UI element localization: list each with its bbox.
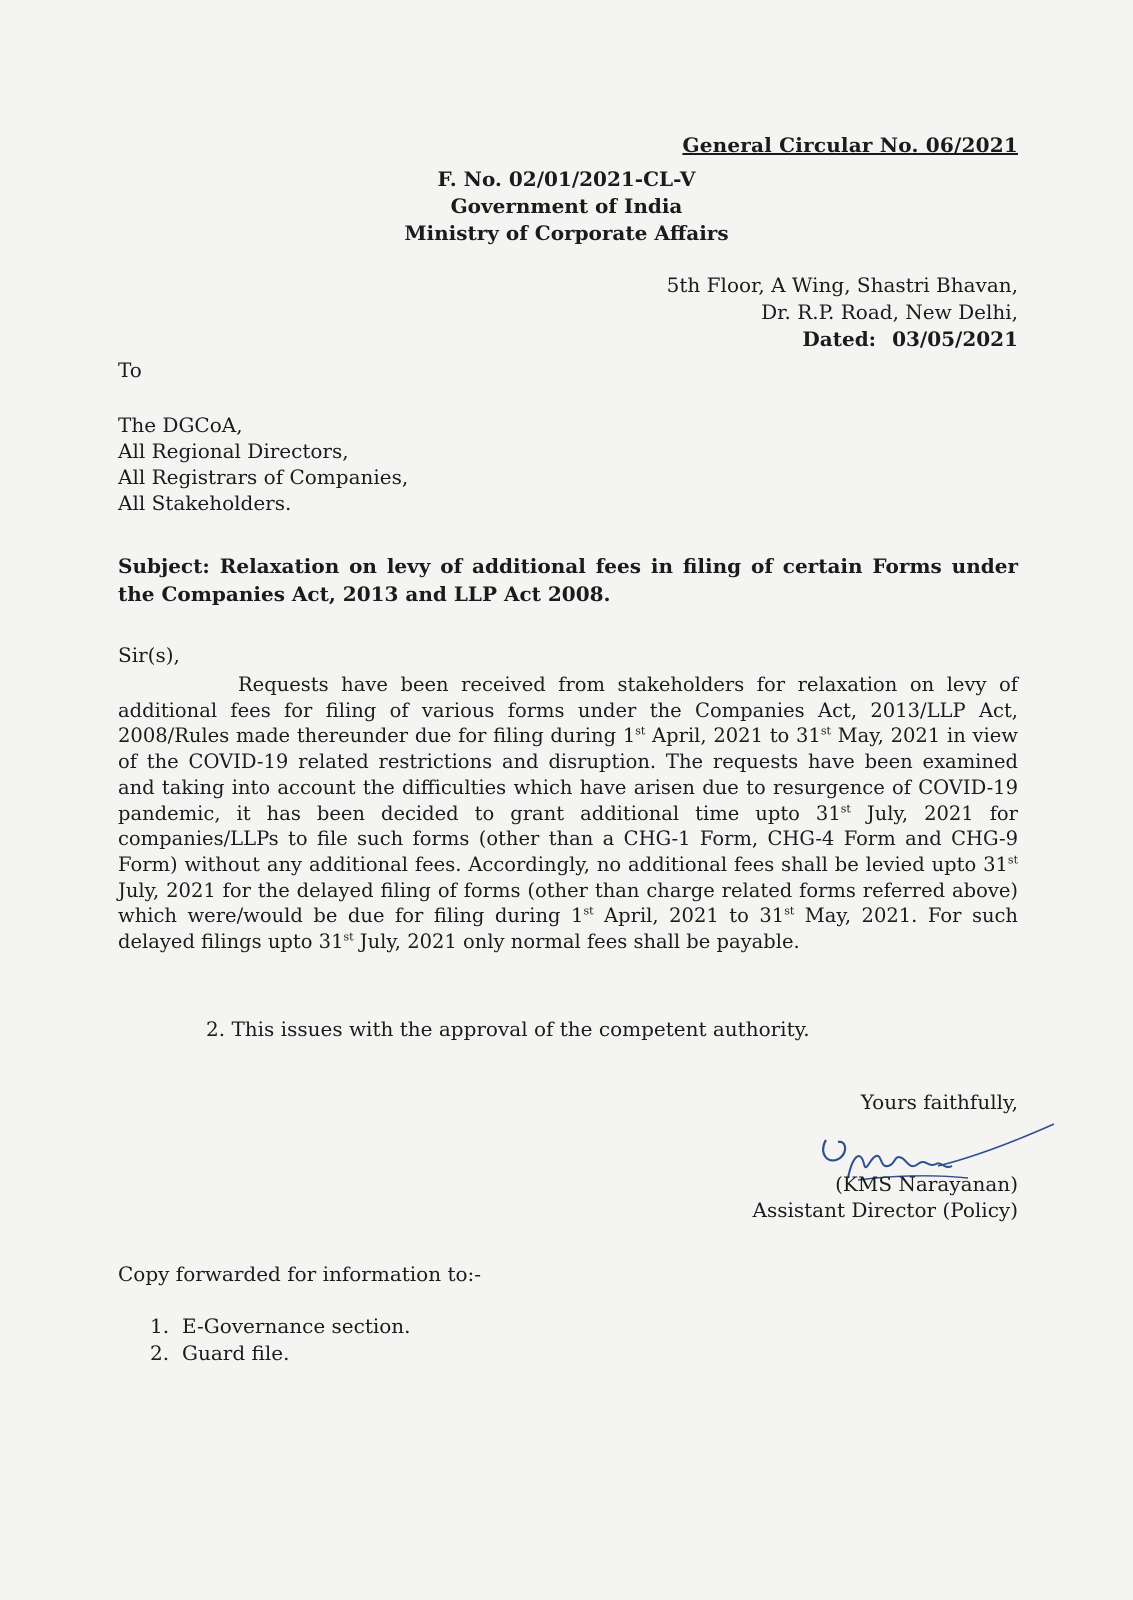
file-number: F. No. 02/01/2021-CL-V [437, 167, 696, 191]
list-item [150, 1340, 411, 1367]
date-line [667, 326, 1018, 353]
ordinal-suffix: st [840, 802, 851, 816]
to-label: To [118, 358, 142, 382]
recipient-item: All Regional Directors, [118, 439, 349, 463]
ministry-line: Ministry of Corporate Affairs [404, 221, 729, 245]
approval-paragraph: 2. This issues with the approval of the competent authority. [206, 1017, 810, 1041]
body-text: April, 2021 to 31 [645, 724, 821, 748]
body-text: Requests have been received from stakeholders for relaxation on levy of additional fees for filing of various forms under the Companies Act, 2013/LLP Act, 2008/Rules made thereunder due for filing during 1 [118, 673, 1018, 748]
body-text: April, 2021 to 31 [593, 904, 785, 928]
body-text: May, 2021. For such delayed filings upto 31 [118, 904, 1018, 954]
ordinal-suffix: st [583, 904, 594, 918]
list-text: E-Governance section. [182, 1314, 411, 1338]
body-text: July, 2021 for the delayed filing of forms (other than charge related forms referred above) which were/would be due for filing during 1 [118, 878, 1018, 928]
dated-label: Dated: [802, 327, 877, 351]
salutation: Sir(s), [118, 643, 180, 667]
list-item [150, 1313, 411, 1340]
body-text: July, 2021 for companies/LLPs to file such forms (other than a CHG-1 Form, CHG-4 Form and CHG-9 Form) without any additional fees. Accordingly, no additional fees shall be levied upto 31 [118, 801, 1018, 876]
recipient-item: The DGCoA, [118, 413, 243, 437]
address-line-1: 5th Floor, A Wing, Shastri Bhavan, [666, 273, 1018, 297]
body-text: May, 2021 in view of the COVID-19 related restrictions and disruption. The requests have been examined and taking into account the difficulties which have arisen due to resurgence of COVID-19 pandemic, it has been decided to grant additional time upto 31 [118, 724, 1019, 825]
body-text: July, 2021 only normal fees shall be payable. [353, 930, 800, 954]
copy-forwarded-heading: Copy forwarded for information to:- [118, 1262, 482, 1286]
ordinal-suffix: st [1007, 853, 1018, 867]
subject-line [118, 552, 1018, 608]
letter-header [0, 166, 1133, 247]
ordinal-suffix: st [635, 724, 646, 738]
list-text: Guard file. [182, 1341, 290, 1365]
circular-number: General Circular No. 06/2021 [682, 133, 1018, 157]
signatory-name: (KMS Narayanan) [835, 1172, 1018, 1196]
list-number: 1. [150, 1314, 170, 1338]
closing-line: Yours faithfully, [860, 1090, 1018, 1114]
subject-text: Relaxation on levy of additional fees in filing of certain Forms under the Companies Act, 2013 and LLP Act 2008. [118, 554, 1018, 606]
dated-value: 03/05/2021 [892, 327, 1018, 351]
recipients-list [118, 412, 408, 516]
body-paragraph [118, 672, 1018, 955]
office-address [667, 272, 1018, 353]
list-number: 2. [150, 1341, 170, 1365]
address-line-2: Dr. R.P. Road, New Delhi, [761, 300, 1018, 324]
recipient-item: All Registrars of Companies, [118, 465, 409, 489]
ordinal-suffix: st [820, 724, 831, 738]
ordinal-suffix: st [784, 904, 795, 918]
recipient-item: All Stakeholders. [118, 491, 292, 515]
signatory-title: Assistant Director (Policy) [752, 1198, 1018, 1222]
ordinal-suffix: st [343, 930, 354, 944]
copy-list [150, 1313, 411, 1367]
subject-label: Subject: [118, 554, 210, 578]
government-line: Government of India [450, 194, 683, 218]
